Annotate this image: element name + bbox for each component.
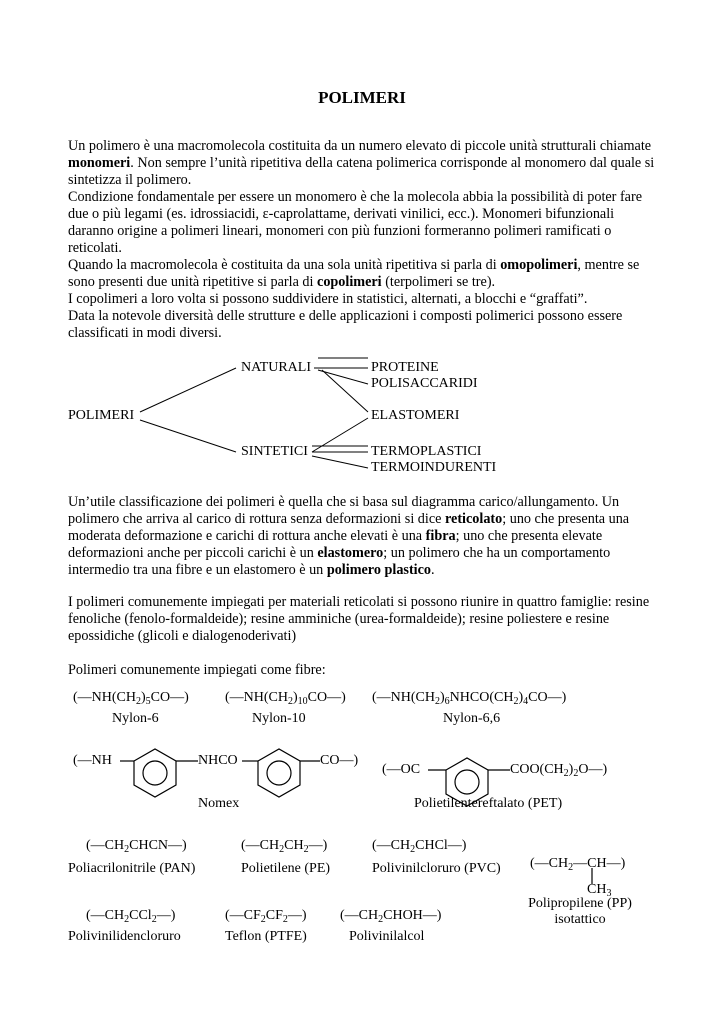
diagram-naturali: NATURALI: [241, 360, 311, 375]
nylon6-formula: $(—NH(CH_2)_5CO—)$: [73, 690, 189, 707]
pvdc-formula: $(—CH_2CCl_2—)$: [86, 908, 176, 925]
pan-formula: $(—CH_2CHCN—)$: [86, 838, 187, 855]
nomex-label: Nomex: [198, 796, 240, 811]
diagram-termoplastici: TERMOPLASTICI: [371, 444, 482, 459]
intro-text: Condizione fondamentale per essere un monomero è che la molecola abbia la possibilità di poter fare due o più legami (es. idrossiacidi, ε-caprolattame, derivati vinilici, ecc.). Monomeri bifunzionali daranno origine a polimeri lineari, monomeri con più funzioni formeranno polimeri ramificati o reticolati.: [68, 189, 642, 256]
diagram-proteine: PROTEINE: [371, 360, 439, 375]
term-copolimeri: copolimeri: [317, 274, 382, 290]
classification-text: ; un polimero che ha un comportamento intermedio tra una fibre e un elastomero è un: [68, 545, 611, 578]
intro-text: Data la notevole diversità delle strutture e delle applicazioni i composti polimerici possono essere classificati in modi diversi.: [68, 308, 623, 341]
diagram-polisaccaridi: POLISACCARIDI: [371, 376, 478, 391]
classification-text: Un’utile classificazione dei polimeri è quella che si basa sul diagramma carico/allungamento. Un polimero che arriva al carico di rottura senza deformazioni si dice: [68, 494, 620, 527]
pp-methyl: $CH_3$: [587, 882, 612, 899]
pva-label: Polivinilalcol: [349, 929, 425, 944]
intro-text: (terpolimeri se tre).: [381, 274, 496, 290]
pet-label: Polietilentereftalato (PET): [414, 796, 563, 811]
diagram-root: POLIMERI: [68, 408, 135, 423]
reticolati-paragraph: I polimeri comunemente impiegati per materiali reticolati si possono riunire in quattro famiglie: resine fenoliche (fenolo-formaldeide); resine amminiche (urea-formaldeide); resine poliestere e resine epossidiche (glicoli e dialogenoderivati): [68, 594, 650, 644]
nylon6-label: Nylon-6: [112, 711, 159, 726]
nomex-formula-end: CO—): [320, 753, 359, 768]
pp-label: Polipropilene (PP) isotattico: [528, 896, 632, 927]
ptfe-formula: $(—CF_2CF_2—)$: [225, 908, 307, 925]
term-polimero-plastico: polimero plastico: [326, 562, 431, 578]
term-omopolimeri: omopolimeri: [500, 257, 578, 273]
pvc-label: Polivinilcloruro (PVC): [372, 861, 501, 876]
term-reticolato: reticolato: [444, 511, 503, 527]
diagram-sintetici: SINTETICI: [241, 444, 308, 459]
intro-text: . Non sempre l’unità ripetitiva della catena polimerica corrisponde al monomero dal quale si sintetizza il polimero.: [68, 155, 655, 188]
diagram-elastomeri: ELASTOMERI: [371, 408, 460, 423]
nomex-ring-1-icon: [134, 749, 176, 797]
term-elastomero: elastomero: [317, 545, 384, 561]
pva-formula: $(—CH_2CHOH—)$: [340, 908, 442, 925]
classification-text: .: [431, 562, 435, 578]
ptfe-label: Teflon (PTFE): [225, 929, 307, 944]
intro-text: , mentre se sono presenti due unità ripetitive si parla di: [68, 257, 640, 290]
pe-formula: $(—CH_2CH_2—)$: [241, 838, 328, 855]
nylon66-formula: $(—NH(CH_2)_6NHCO(CH_2)_4CO—)$: [372, 690, 567, 707]
classification-text: ; uno che presenta elevate deformazioni anche per piccoli carichi è un: [68, 528, 603, 561]
pp-formula: $(—CH_2—CH—)$: [530, 856, 626, 873]
term-monomeri: monomeri: [68, 155, 131, 171]
pet-formula-start: (—OC: [382, 762, 421, 777]
pan-label: Poliacrilonitrile (PAN): [68, 861, 196, 876]
nylon10-label: Nylon-10: [252, 711, 306, 726]
term-fibra: fibra: [425, 528, 456, 544]
nomex-ring-2-icon: [258, 749, 300, 797]
page-title: POLIMERI: [318, 88, 406, 107]
diagram-termoindurenti: TERMOINDURENTI: [371, 460, 497, 475]
pe-label: Polietilene (PE): [241, 861, 331, 876]
pvdc-label: Polivinilidencloruro: [68, 929, 181, 944]
nylon10-formula: $(—NH(CH_2)_{10}CO—)$: [225, 690, 346, 707]
intro-text: I copolimeri a loro volta si possono suddividere in statistici, alternati, a blocchi e “graffati”.: [68, 291, 588, 307]
fibre-heading: Polimeri comunemente impiegati come fibre:: [68, 662, 326, 678]
classification-text: ; uno che presenta una moderata deformazione e carichi di rottura anche elevati è una: [68, 511, 630, 544]
intro-text: Quando la macromolecola è costituita da una sola unità ripetitiva si parla di: [68, 257, 501, 273]
nomex-formula-mid: NHCO: [198, 753, 238, 768]
intro-text: Un polimero è una macromolecola costituita da un numero elevato di piccole unità strutturali chiamate: [68, 138, 652, 154]
pvc-formula: $(—CH_2CHCl—)$: [372, 838, 467, 855]
nomex-formula-start: (—NH: [73, 753, 112, 768]
nylon66-label: Nylon-6,6: [443, 711, 501, 726]
pet-formula-end: $COO(CH_2)_2O—$): [510, 762, 608, 779]
